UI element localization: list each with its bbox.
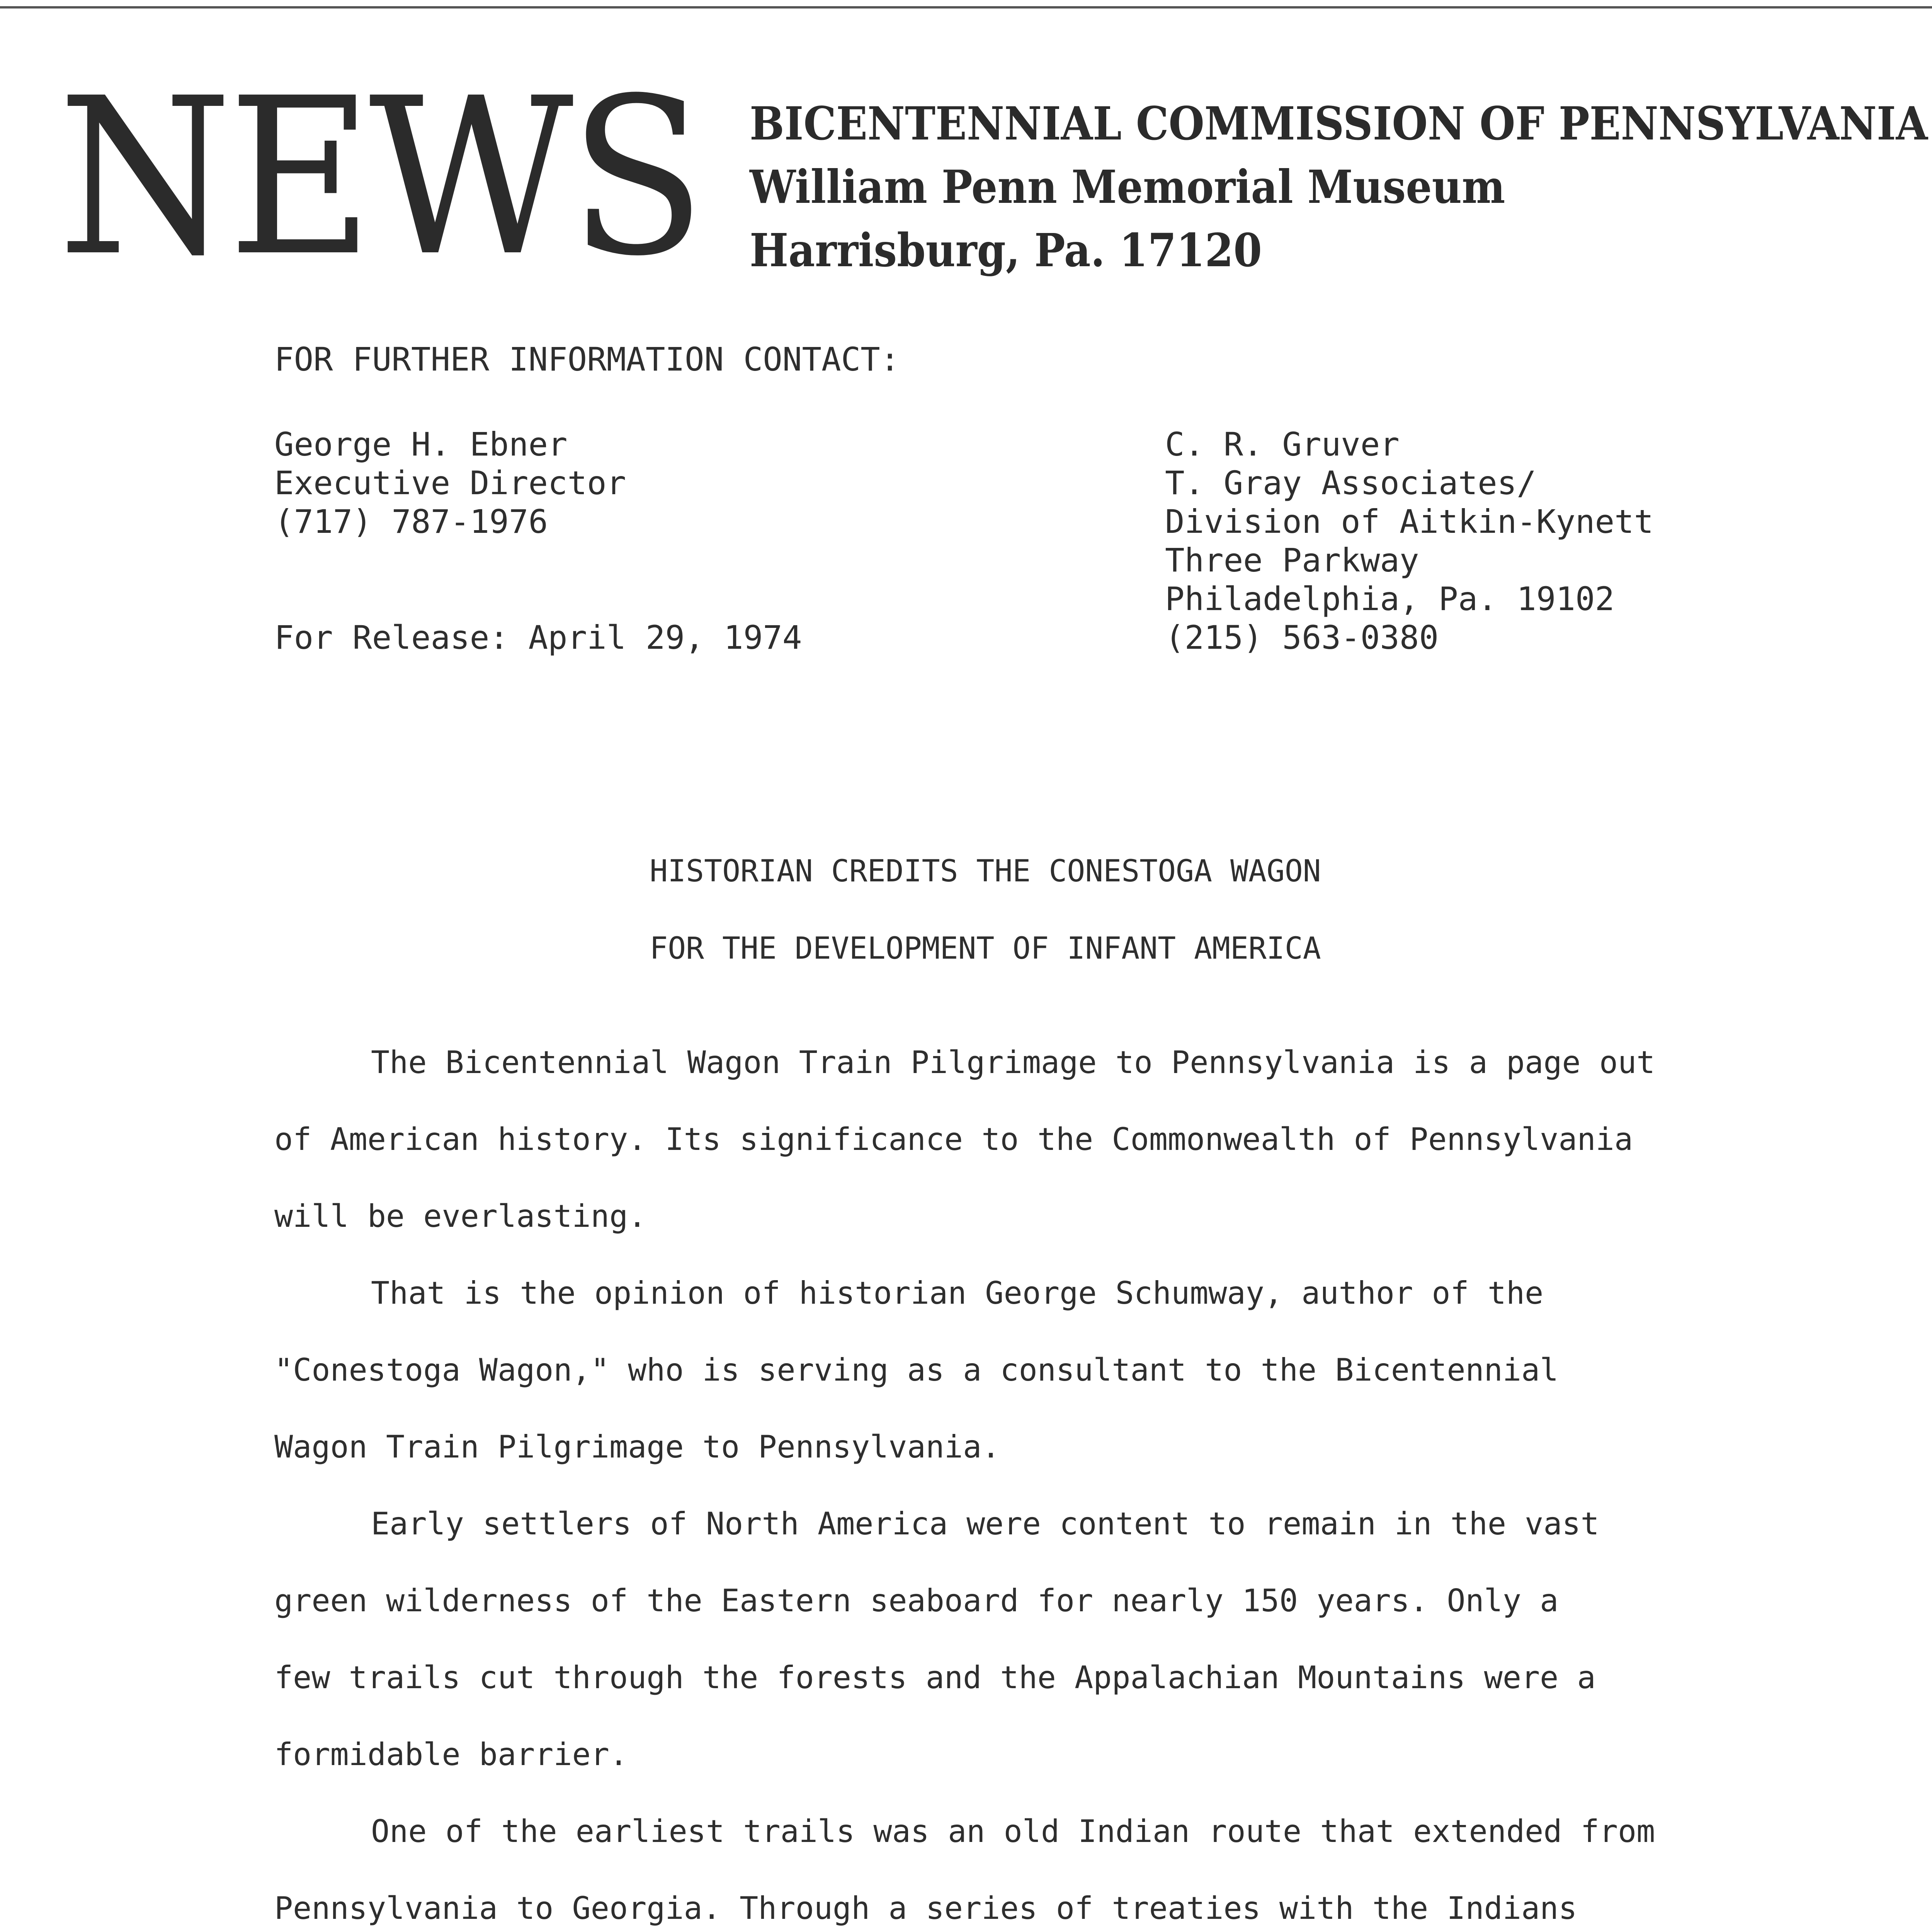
organization-address: [750, 92, 1932, 282]
contact-right-company: T. Gray Associates/: [1165, 464, 1536, 502]
headline-line-1: HISTORIAN CREDITS THE CONESTOGA WAGON: [650, 854, 1321, 889]
body-line: will be everlasting.: [274, 1198, 647, 1234]
top-rule: [0, 6, 1932, 9]
contact-right-phone: (215) 563-0380: [1165, 619, 1439, 656]
museum-name: William Penn Memorial Museum: [750, 160, 1505, 214]
contact-right-street: Three Parkway: [1165, 541, 1419, 579]
body-line: Pennsylvania to Georgia. Through a series of treaties with the Indians: [274, 1890, 1577, 1926]
body-line: Early settlers of North America were content to remain in the vast: [371, 1506, 1599, 1542]
contact-right-city: Philadelphia, Pa. 19102: [1165, 580, 1615, 618]
article-body: [274, 1043, 1723, 1932]
body-line: "Conestoga Wagon," who is serving as a consultant to the Bicentennial: [274, 1352, 1559, 1388]
body-line: The Bicentennial Wagon Train Pilgrimage to Pennsylvania is a page out: [371, 1044, 1655, 1080]
contact-right-division: Division of Aitkin-Kynett: [1165, 503, 1654, 541]
contact-right: [1165, 425, 1653, 657]
body-line: formidable barrier.: [274, 1736, 628, 1772]
body-line: One of the earliest trails was an old Indian route that extended from: [371, 1813, 1655, 1849]
body-line: That is the opinion of historian George Schumway, author of the: [371, 1275, 1544, 1311]
body-line: of American history. Its significance to the Commonwealth of Pennsylvania: [274, 1121, 1633, 1157]
news-wordmark: NEWS: [58, 52, 702, 304]
organization-name: BICENTENNIAL COMMISSION OF PENNSYLVANIA: [750, 97, 1928, 150]
body-line: few trails cut through the forests and the Appalachian Mountains were a: [274, 1660, 1596, 1696]
contact-left-name: George H. Ebner: [274, 425, 568, 463]
contact-heading: FOR FURTHER INFORMATION CONTACT:: [274, 340, 900, 378]
contact-left-phone: (717) 787-1976: [274, 503, 548, 541]
contact-right-name: C. R. Gruver: [1165, 425, 1400, 463]
contact-left: [274, 425, 626, 541]
body-line: Wagon Train Pilgrimage to Pennsylvania.: [274, 1429, 1000, 1465]
headline-line-2: FOR THE DEVELOPMENT OF INFANT AMERICA: [650, 931, 1321, 966]
contact-left-title: Executive Director: [274, 464, 626, 502]
city-address: Harrisburg, Pa. 17120: [750, 223, 1262, 277]
release-date: For Release: April 29, 1974: [274, 619, 802, 656]
body-line: green wilderness of the Eastern seaboard for nearly 150 years. Only a: [274, 1583, 1559, 1619]
